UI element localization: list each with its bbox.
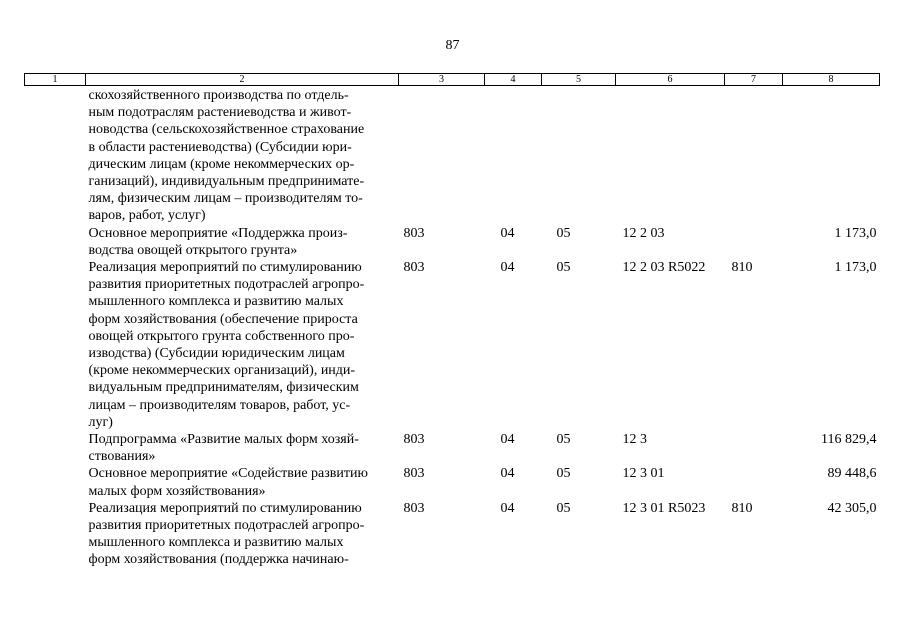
row-description: скохозяйственного производства по отдель- ным подотраслям растениеводства и живот- новодства (сельскохозяйственное страхование в области растениеводства) (Субсидии юри- дическим лицам (кроме некоммерческих ор- ганизаций), индивидуальным предпринимате- лям, физическим лицам – производителям то- варов, работ, услуг) — [88, 88, 365, 224]
row-target-article-code: 12 2 03 R5022 — [622, 260, 706, 276]
row-department-code: 803 — [403, 500, 425, 516]
row-target-article-code: 12 3 01 — [622, 466, 665, 482]
row-description: Реализация мероприятий по стимулированию развития приоритетных подотраслей агропро- мышленного комплекса и развитию малых форм хозяйствования (поддержка начинаю- — [88, 500, 365, 568]
table-row — [25, 86, 880, 225]
row-description: Подпрограмма «Развитие малых форм хозяй- ствования» — [88, 432, 359, 465]
row-target-article-code: 12 2 03 — [622, 225, 665, 241]
row-department-code: 803 — [403, 432, 425, 448]
row-number-cell — [25, 225, 86, 259]
column-header: 6 — [616, 74, 725, 86]
row-section-code: 04 — [500, 260, 515, 276]
table-row — [25, 465, 880, 499]
row-number-cell — [25, 86, 86, 225]
row-amount: 1 173,0 — [834, 225, 877, 241]
row-section-code: 04 — [500, 225, 515, 241]
page-number: 87 — [445, 38, 460, 53]
row-subsection-code: 05 — [556, 260, 571, 276]
row-department-code: 803 — [403, 260, 425, 276]
row-description: Основное мероприятие «Содействие развитию малых форм хозяйствования» — [88, 466, 368, 499]
column-header: 8 — [783, 74, 880, 86]
table-row — [25, 500, 880, 569]
row-amount: 42 305,0 — [827, 500, 877, 516]
row-amount — [783, 86, 880, 225]
row-number-cell — [25, 431, 86, 465]
row-subsection-code: 05 — [556, 225, 571, 241]
row-number-cell — [25, 500, 86, 569]
row-description: Реализация мероприятий по стимулированию развития приоритетных подотраслей агропро- мышленного комплекса и развитию малых форм хозяйствования (обеспечение прироста овощей открытого грунта собственного про- изводства) (Субсидии юридическим лицам (кроме некоммерческих организаций), инди- видуальным предпринимателям, физическим лицам – производителям товаров, работ, ус- луг) — [88, 260, 365, 430]
row-description: Основное мероприятие «Поддержка произ- водства овощей открытого грунта» — [88, 225, 348, 258]
row-expense-type-code: 810 — [731, 260, 753, 276]
row-expense-type-code — [725, 225, 783, 259]
table-row — [25, 225, 880, 259]
table-row — [25, 431, 880, 465]
row-expense-type-code: 810 — [731, 500, 753, 516]
column-number-row — [25, 74, 880, 86]
row-amount: 1 173,0 — [834, 260, 877, 276]
row-target-article-code: 12 3 — [622, 432, 647, 448]
row-expense-type-code — [725, 86, 783, 225]
row-expense-type-code — [725, 465, 783, 499]
row-expense-type-code — [725, 431, 783, 465]
row-subsection-code: 05 — [556, 500, 571, 516]
row-section-code: 04 — [500, 500, 515, 516]
row-section-code: 04 — [500, 466, 515, 482]
budget-table — [24, 73, 880, 569]
column-header: 3 — [399, 74, 485, 86]
row-department-code: 803 — [403, 466, 425, 482]
row-section-code — [485, 86, 542, 225]
row-target-article-code — [616, 86, 725, 225]
row-subsection-code — [542, 86, 616, 225]
column-header: 7 — [725, 74, 783, 86]
column-header: 1 — [25, 74, 86, 86]
row-section-code: 04 — [500, 432, 515, 448]
row-number-cell — [25, 259, 86, 431]
row-subsection-code: 05 — [556, 432, 571, 448]
table-row — [25, 259, 880, 431]
column-header: 2 — [86, 74, 399, 86]
column-header: 4 — [485, 74, 542, 86]
row-department-code: 803 — [403, 225, 425, 241]
row-amount: 116 829,4 — [821, 432, 877, 448]
row-amount: 89 448,6 — [827, 466, 877, 482]
row-department-code — [399, 86, 485, 225]
column-header: 5 — [542, 74, 616, 86]
row-number-cell — [25, 465, 86, 499]
row-target-article-code: 12 3 01 R5023 — [622, 500, 706, 516]
row-subsection-code: 05 — [556, 466, 571, 482]
